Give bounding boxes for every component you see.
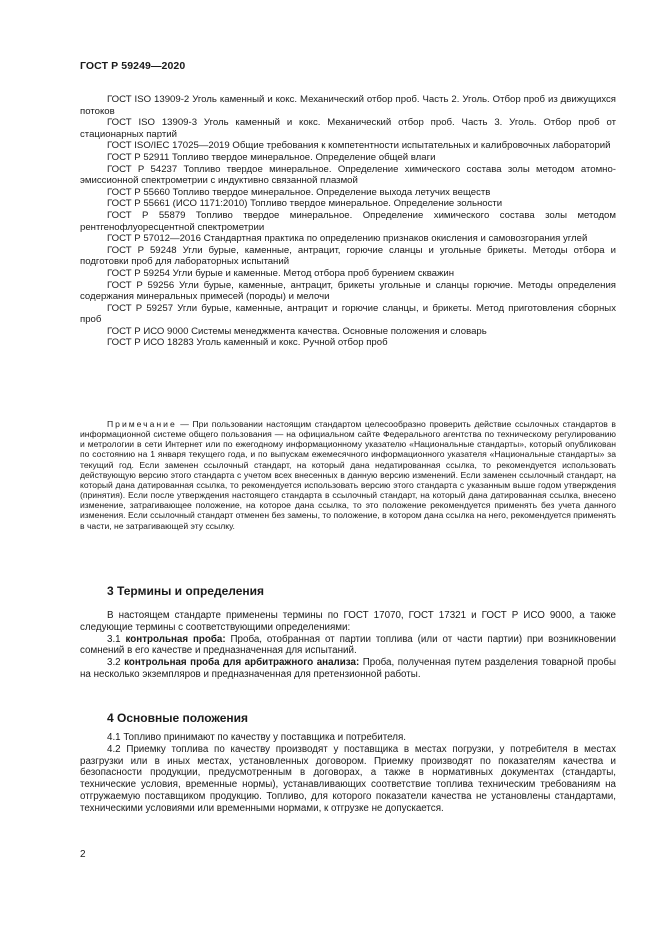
references-note — [80, 419, 616, 531]
section-4-body — [80, 732, 616, 815]
section-4-heading: 4 Основные положения — [107, 711, 249, 725]
reference-item: ГОСТ ISO/IEC 17025—2019 Общие требования к компетентности испытательных и калибровочных лабораторий — [107, 140, 611, 152]
page-number: 2 — [80, 849, 86, 860]
paragraph-4-1: 4.1 Топливо принимают по качеству у поставщика и потребителя. — [107, 732, 407, 743]
reference-item: ГОСТ Р 59248 Угли бурые, каменные, антрацит, горючие сланцы и угольные брикеты. Методы отбора и подготовки проб для лабораторных испытаний — [80, 244, 616, 268]
term-3-1 — [80, 634, 616, 658]
reference-item: ГОСТ Р 55879 Топливо твердое минеральное. Определение химического состава золы методом рентгенофлуоресцентной спектрометрии — [80, 209, 616, 233]
reference-item: ГОСТ Р 55661 (ИСО 1171:2010) Топливо твердое минеральное. Определение зольности — [107, 198, 503, 210]
note-lead: Примечание — [107, 419, 177, 429]
paragraph-4-2: 4.2 Приемку топлива по качеству производят у поставщика в местах погрузки, у потребителя в местах разгрузки или в иных местах, установленных договором. Приемку производят по показателям качества и безопасности продукции, предусмотренным в договорах, а также в нормативных документах (стандарты, технические условия, временные нормы), устанавливающих соответствие топлива техническим требованиям на отгружаемую поставщиком продукцию. Топливо, для которого показатели качества не установлены стандартами, техническими условиями или временными нормами, к отгрузке не допускается. — [80, 743, 616, 814]
reference-item: ГОСТ Р 59257 Угли бурые, каменные, антрацит и горючие сланцы, и брикеты. Метод приготовления сборных проб — [80, 302, 616, 326]
term-name: контрольная проба: — [125, 633, 226, 645]
term-number: 3.1 — [107, 633, 126, 645]
reference-item: ГОСТ Р 54237 Топливо твердое минеральное. Определение химического состава золы методом атомно-эмиссионной спектрометрии с индуктивно связанной плазмой — [80, 163, 616, 187]
normative-references-list — [80, 94, 616, 349]
term-name: контрольная проба для арбитражного анализа: — [124, 657, 360, 669]
reference-item: ГОСТ ISO 13909-2 Уголь каменный и кокс. Механический отбор проб. Часть 2. Уголь. Отбор проб из движущихся потоков — [80, 94, 616, 117]
term-number: 3.2 — [107, 657, 125, 669]
section-3-body — [80, 610, 616, 681]
reference-item: ГОСТ ISO 13909-3 Уголь каменный и кокс. Механический отбор проб. Часть 3. Уголь. Отбор проб от стационарных партий — [80, 117, 616, 140]
reference-item: ГОСТ Р 59254 Угли бурые и каменные. Метод отбора проб бурением скважин — [107, 267, 455, 279]
reference-item: ГОСТ Р 59256 Угли бурые, каменные, антрацит, брикеты угольные и сланцы горючие. Методы определения содержания минеральных примесей (породы) и мелочи — [80, 279, 616, 303]
reference-item: ГОСТ Р ИСО 9000 Системы менеджмента качества. Основные положения и словарь — [107, 325, 487, 337]
reference-item: ГОСТ Р 57012—2016 Стандартная практика по определению признаков окисления и самовозгорания углей — [107, 233, 588, 245]
section-3-heading: 3 Термины и определения — [107, 584, 265, 598]
note-text: — При пользовании настоящим стандартом целесообразно проверить действие ссылочных стандартов в информационной системе общего пользования — на официальном сайте Федерального агентства по техническому регулированию и метрологии в сети Интернет или по ежегодному информационному указателю «Национальные стандарты», который опубликован по состоянию на 1 января текущего года, и по выпускам ежемесячного информационного указателя «Национальные стандарты» за текущий год. Если заменен ссылочный стандарт, на который дана недатированная ссылка, то рекомендуется использовать действующую версию этого стандарта с учетом всех внесенных в данную версию изменений. Если заменен ссылочный стандарт, на который дана датированная ссылка, то рекомендуется использовать версию этого стандарта с указанным выше годом утверждения (принятия). Если после утверждения настоящего стандарта в ссылочный стандарт, на который дана датированная ссылка, внесено изменение, затрагивающее положение, на которое дана ссылка, то это положение рекомендуется применять без учета данного изменения. Если ссылочный стандарт отменен без замены, то положение, в котором дана ссылка на него, рекомендуется применять в части, не затрагивающей эту ссылку. — [80, 419, 616, 531]
reference-item: ГОСТ Р 55660 Топливо твердое минеральное. Определение выхода летучих веществ — [107, 186, 491, 198]
document-header: ГОСТ Р 59249—2020 — [80, 60, 186, 72]
reference-item: ГОСТ Р 52911 Топливо твердое минеральное. Определение общей влаги — [107, 151, 436, 163]
term-definition: Проба, отобранная от партии топлива (или от части партии) при возникновении сомнений в его качестве и предназначенная для испытаний. — [80, 633, 616, 657]
term-definition: Проба, полученная путем разделения товарной пробы на несколько экземпляров и предназначенная для претензионной работы. — [80, 657, 616, 680]
section-3-intro: В настоящем стандарте применены термины по ГОСТ 17070, ГОСТ 17321 и ГОСТ Р ИСО 9000, а также следующие термины с соответствующими определениями: — [80, 610, 616, 633]
term-3-2 — [80, 657, 616, 681]
reference-item: ГОСТ Р ИСО 18283 Уголь каменный и кокс. Ручной отбор проб — [107, 337, 388, 349]
